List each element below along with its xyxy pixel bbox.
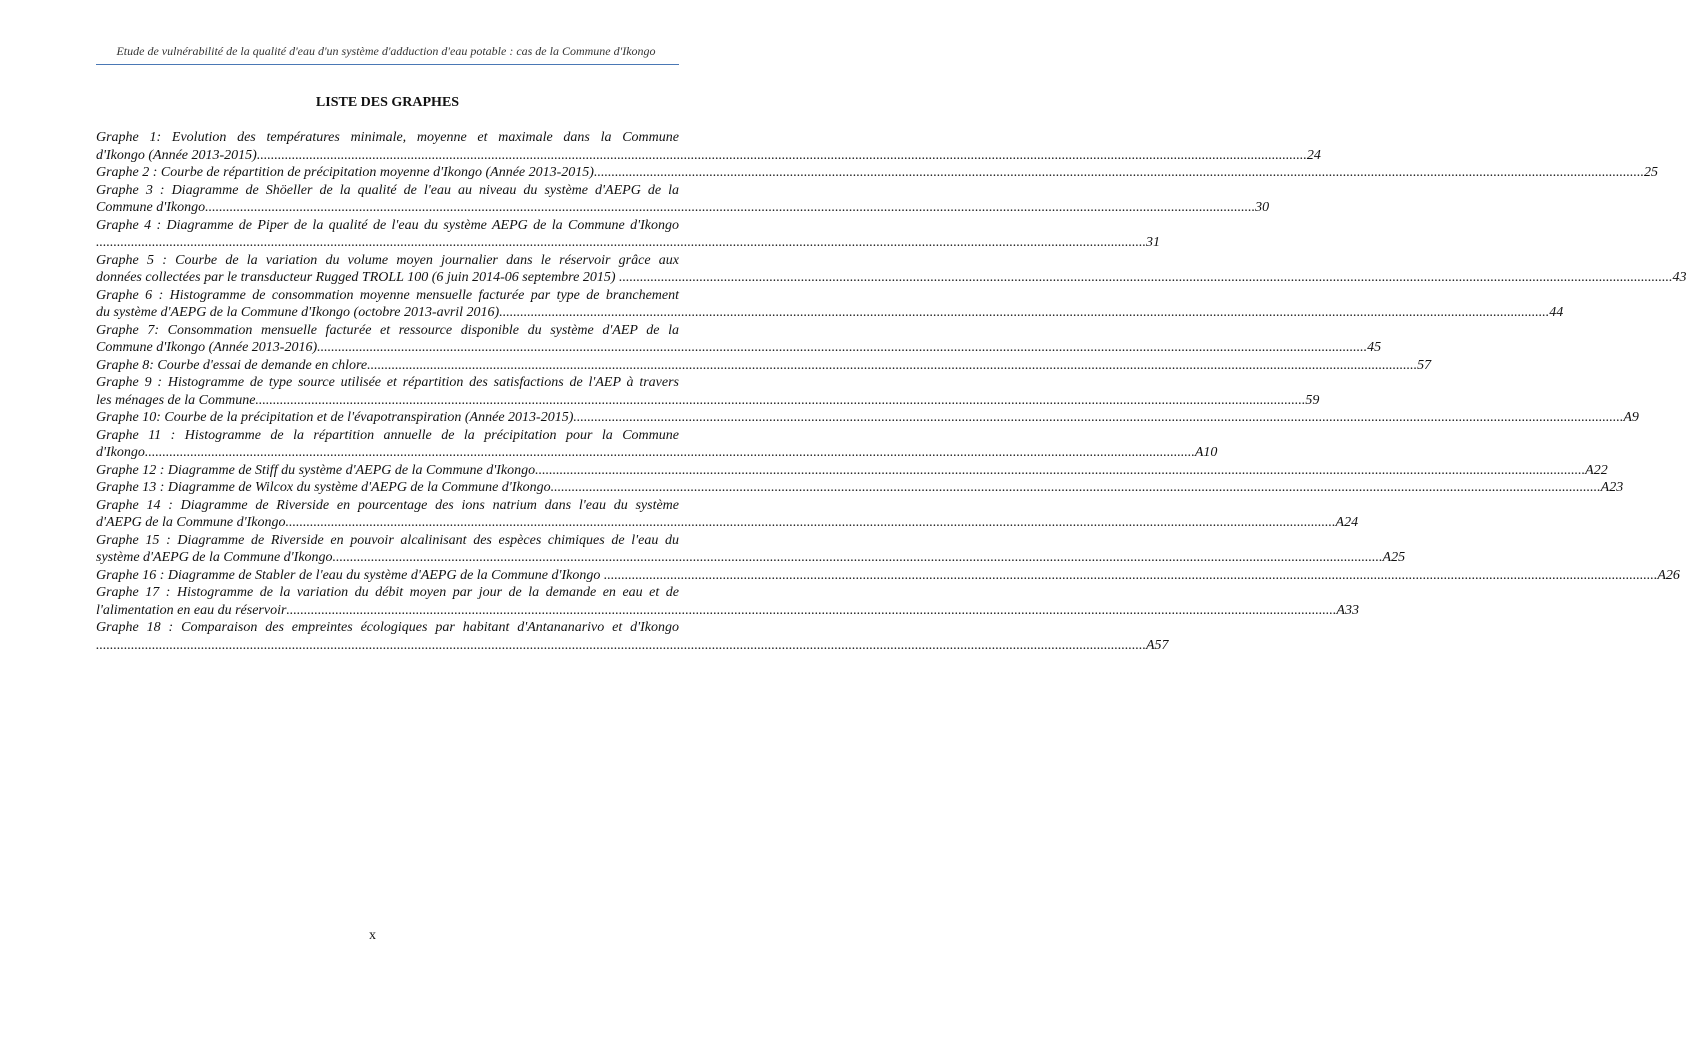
toc-page-number: A33 bbox=[1336, 602, 1359, 618]
toc-entry-line bbox=[96, 164, 1658, 182]
toc-page-number: A25 bbox=[1382, 550, 1406, 565]
toc-entry[interactable] bbox=[96, 357, 1432, 375]
toc-entry[interactable] bbox=[96, 164, 1658, 182]
toc-entry-line bbox=[96, 339, 1382, 357]
toc-entry-line bbox=[96, 322, 679, 340]
toc-page-number: A24 bbox=[1335, 515, 1359, 530]
dot-leader: ............................................................................................................................................................................................................................................................................................................ bbox=[499, 305, 1550, 320]
toc-entry-text: Graphe 14 : Diagramme de Riverside en pourcentage des ions natrium dans l'eau du système bbox=[96, 497, 679, 513]
toc-entry[interactable] bbox=[96, 287, 1564, 322]
toc-page-number: A26 bbox=[1657, 567, 1680, 583]
dot-leader: ............................................................................................................................................................................................................................................................................................................ bbox=[256, 147, 1307, 163]
dot-leader: ............................................................................................................................................................................................................................................................................................................ bbox=[286, 602, 1337, 618]
toc-entry-text: Graphe 5 : Courbe de la variation du volume moyen journalier dans le réservoir grâce aux bbox=[96, 252, 679, 268]
toc-entry[interactable] bbox=[96, 584, 1359, 619]
page-number: x bbox=[369, 928, 376, 943]
toc-entry-text: Graphe 1: Evolution des températures minimale, moyenne et maximale dans la Commune bbox=[96, 130, 679, 145]
toc-entry-text: Graphe 10: Courbe de la précipitation et de l'évapotranspiration (Année 2013-2015) bbox=[96, 410, 574, 425]
dot-leader: ............................................................................................................................................................................................................................................................................................................ bbox=[573, 410, 1624, 425]
dot-leader: ............................................................................................................................................................................................................................................................................................................ bbox=[550, 480, 1601, 495]
toc-entry-line bbox=[96, 479, 1624, 497]
toc-entry-text: d'Ikongo (Année 2013-2015) bbox=[96, 147, 257, 163]
toc-entry-text: Graphe 18 : Comparaison des empreintes écologiques par habitant d'Antananarivo et d'Ikongo bbox=[96, 620, 679, 635]
toc-page-number: 59 bbox=[1305, 392, 1320, 408]
toc-entry-text: Graphe 4 : Diagramme de Piper de la qualité de l'eau du système AEPG de la Commune d'Ikongo bbox=[96, 217, 679, 233]
toc-entry-line bbox=[96, 357, 1432, 375]
toc-entry-text: données collectées par le transducteur Rugged TROLL 100 (6 juin 2014-06 septembre 2015) . bbox=[96, 270, 623, 285]
toc-entry-text: d'Ikongo bbox=[96, 445, 145, 460]
toc-page-number: 44 bbox=[1549, 305, 1564, 320]
toc-entry-line bbox=[96, 182, 679, 200]
toc-entry-line bbox=[96, 619, 679, 637]
toc-page-number: 43 bbox=[1672, 270, 1686, 285]
toc-page-number: A9 bbox=[1623, 410, 1639, 425]
toc-entry-line bbox=[96, 147, 1321, 165]
toc-entry[interactable] bbox=[96, 532, 1406, 567]
toc-entry-text: les ménages de la Commune bbox=[96, 392, 256, 408]
toc-page-number: 25 bbox=[1643, 165, 1658, 180]
header-rule bbox=[96, 64, 679, 65]
toc-entry[interactable] bbox=[96, 497, 1359, 532]
toc-entry-text: système d'AEPG de la Commune d'Ikongo bbox=[96, 550, 333, 565]
toc-entry-line bbox=[96, 304, 1564, 322]
toc-entry-line bbox=[96, 374, 679, 392]
list-of-graphs bbox=[96, 129, 1686, 654]
toc-entry-line bbox=[96, 497, 679, 515]
toc-entry[interactable] bbox=[96, 129, 1321, 164]
dot-leader: ............................................................................................................................................................................................................................................................................................................ bbox=[96, 637, 1146, 653]
toc-entry-line bbox=[96, 637, 1169, 655]
dot-leader: ............................................................................................................................................................................................................................................................................................................ bbox=[285, 515, 1336, 530]
toc-entry-line bbox=[96, 217, 679, 235]
page-title: LISTE DES GRAPHES bbox=[315, 95, 460, 110]
toc-entry-line bbox=[96, 584, 679, 602]
toc-entry-line bbox=[96, 129, 679, 147]
toc-entry-text: l'alimentation en eau du réservoir bbox=[96, 602, 287, 618]
toc-entry[interactable] bbox=[96, 567, 1680, 585]
toc-entry[interactable] bbox=[96, 182, 1270, 217]
dot-leader: ............................................................................................................................................................................................................................................................................................................ bbox=[607, 567, 1658, 583]
toc-entry-text: du système d'AEPG de la Commune d'Ikongo (octobre 2013-avril 2016) bbox=[96, 305, 500, 320]
dot-leader: ............................................................................................................................................................................................................................................................................................................ bbox=[367, 357, 1418, 373]
toc-entry-text: Graphe 3 : Diagramme de Shöeller de la qualité de l'eau au niveau du système d'AEPG de la bbox=[96, 182, 679, 198]
toc-entry[interactable] bbox=[96, 409, 1639, 427]
dot-leader: ............................................................................................................................................................................................................................................................................................................ bbox=[332, 550, 1383, 565]
toc-entry[interactable] bbox=[96, 619, 1169, 654]
toc-entry[interactable] bbox=[96, 374, 1320, 409]
toc-entry-line bbox=[96, 392, 1320, 410]
toc-entry-line bbox=[96, 252, 679, 270]
toc-page-number: A57 bbox=[1146, 637, 1169, 653]
toc-entry[interactable] bbox=[96, 252, 1686, 287]
toc-entry-text: Graphe 2 : Courbe de répartition de précipitation moyenne d'Ikongo (Année 2013-2015) bbox=[96, 165, 594, 180]
toc-entry-text: Graphe 11 : Histogramme de la répartition annuelle de la précipitation pour la Commune bbox=[96, 427, 679, 443]
toc-page-number: 30 bbox=[1255, 200, 1270, 215]
dot-leader: ............................................................................................................................................................................................................................................................................................................ bbox=[622, 270, 1673, 285]
toc-entry[interactable] bbox=[96, 217, 1160, 252]
toc-entry-text: Graphe 7: Consommation mensuelle facturée et ressource disponible du système d'AEP de la bbox=[96, 322, 679, 338]
toc-entry-line bbox=[96, 532, 679, 550]
toc-page-number: A22 bbox=[1585, 462, 1608, 478]
toc-page-number: 31 bbox=[1146, 235, 1160, 250]
toc-entry-line bbox=[96, 567, 1680, 585]
toc-entry-line bbox=[96, 427, 679, 445]
toc-entry-text: Commune d'Ikongo (Année 2013-2016) bbox=[96, 340, 318, 355]
toc-entry-text: Commune d'Ikongo bbox=[96, 200, 206, 215]
toc-entry-text: Graphe 16 : Diagramme de Stabler de l'eau du système d'AEPG de la Commune d'Ikongo . bbox=[96, 567, 608, 583]
toc-entry-text: Graphe 15 : Diagramme de Riverside en pouvoir alcalinisant des espèces chimiques de l'eau du bbox=[96, 532, 679, 548]
toc-page-number: 57 bbox=[1417, 357, 1432, 373]
dot-leader: ............................................................................................................................................................................................................................................................................................................ bbox=[593, 165, 1644, 180]
toc-entry-line bbox=[96, 234, 1160, 252]
toc-entry-text: Graphe 9 : Histogramme de type source utilisée et répartition des satisfactions de l'AEP à travers bbox=[96, 375, 679, 390]
toc-page-number: 45 bbox=[1367, 340, 1382, 355]
toc-page-number: 24 bbox=[1306, 147, 1321, 163]
toc-entry-line bbox=[96, 287, 679, 305]
dot-leader: ............................................................................................................................................................................................................................................................................................................ bbox=[535, 462, 1586, 478]
dot-leader: ............................................................................................................................................................................................................................................................................................................ bbox=[144, 445, 1195, 460]
toc-page-number: A10 bbox=[1194, 445, 1218, 460]
toc-entry-line bbox=[96, 269, 1686, 287]
dot-leader: ............................................................................................................................................................................................................................................................................................................ bbox=[317, 340, 1368, 355]
toc-entry-text: Graphe 17 : Histogramme de la variation du débit moyen par jour de la demande en eau et de bbox=[96, 585, 679, 600]
toc-entry-text: Graphe 13 : Diagramme de Wilcox du système d'AEPG de la Commune d'Ikongo bbox=[96, 480, 551, 495]
toc-entry-line bbox=[96, 514, 1359, 532]
toc-entry[interactable] bbox=[96, 462, 1608, 480]
dot-leader: ............................................................................................................................................................................................................................................................................................................ bbox=[205, 200, 1256, 215]
dot-leader: ............................................................................................................................................................................................................................................................................................................ bbox=[255, 392, 1306, 408]
toc-page-number: A23 bbox=[1600, 480, 1624, 495]
toc-entry-line bbox=[96, 444, 1218, 462]
toc-entry-text: Graphe 6 : Histogramme de consommation moyenne mensuelle facturée par type de branchement bbox=[96, 287, 679, 303]
toc-entry-line bbox=[96, 602, 1359, 620]
toc-entry-text: Graphe 8: Courbe d'essai de demande en chlore bbox=[96, 357, 368, 373]
toc-entry-text: Graphe 12 : Diagramme de Stiff du système d'AEPG de la Commune d'Ikongo bbox=[96, 462, 536, 478]
toc-entry-line bbox=[96, 462, 1608, 480]
running-header: Etude de vulnérabilité de la qualité d'eau d'un système d'adduction d'eau potable : cas de la Commune d'Ikongo bbox=[116, 44, 656, 58]
toc-entry[interactable] bbox=[96, 479, 1624, 497]
toc-entry-line bbox=[96, 549, 1406, 567]
dot-leader: ............................................................................................................................................................................................................................................................................................................ bbox=[96, 235, 1146, 250]
toc-entry[interactable] bbox=[96, 427, 1218, 462]
toc-entry-text: d'AEPG de la Commune d'Ikongo bbox=[96, 515, 286, 530]
toc-entry-line bbox=[96, 409, 1639, 427]
toc-entry-line bbox=[96, 199, 1270, 217]
toc-entry[interactable] bbox=[96, 322, 1382, 357]
